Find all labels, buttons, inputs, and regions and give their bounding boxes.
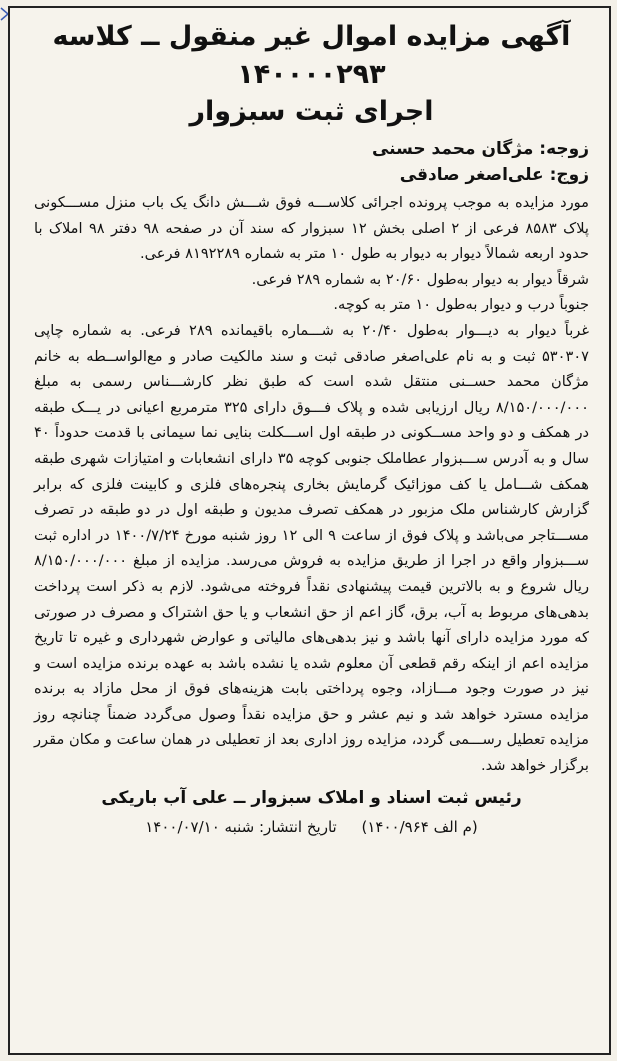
notice-title: آگهی مزایده اموال غیر منقول ــ کلاسه ۱۴۰۰۰۰۲۹۳	[52, 21, 571, 90]
paragraph-south: جنوباً درب و دیوار به‌طول ۱۰ متر به کوچه.	[333, 296, 589, 314]
signature-line: رئیس ثبت اسناد و املاک سبزوار ــ علی آب باریکی	[101, 787, 522, 808]
notice-subtitle: اجرای ثبت سبزوار	[189, 96, 434, 127]
footer-line	[34, 813, 589, 841]
publish-date: تاریخ انتشار: شنبه ۱۴۰۰/۰۷/۱۰	[145, 817, 337, 836]
wife-name: زوجه: مژگان محمد حسنی	[371, 139, 589, 159]
ref-code: (م الف ۱۴۰۰/۹۶۴)	[361, 817, 478, 836]
notice-frame	[8, 6, 611, 1055]
notice-body	[34, 190, 589, 779]
paragraph-east: شرقاً دیوار به دیوار به‌طول ۲۰/۶۰ به شماره ۲۸۹ فرعی.	[251, 270, 589, 288]
paragraph-property: مورد مزایده به موجب پرونده اجرائی کلاســـه فوق شـــش دانگ یک باب منزل مســـکونی پلاک ۸۵۸۳ فرعی از ۲ اصلی بخش ۱۲ سبزوار که سند آن در صفحه ۹۸ دفتر ۹۸ املاک با حدود اربعه شمالاً دیوار به دیوار به طول ۱۰ متر به شماره ۸۱۹۲۲۸۹ فرعی.	[34, 194, 589, 263]
notice-content	[34, 18, 589, 1043]
paragraph-west-details: غرباً دیوار به دیـــوار به‌طول ۲۰/۴۰ به شـــماره باقیمانده ۲۸۹ فرعی. به شماره چاپی ۵۳۰۳۰۷ ثبت و به نام علی‌اصغر صادقی ثبت و سند مالکیت صادر و مع‌الواســطه به خانم مژگان محمد حســنی منتقل شده است که طبق نظر کارشـــناس رسمی به مبلغ ۸/۱۵۰/۰۰۰/۰۰۰ ریال ارزیابی شده و پلاک فـــوق دارای ۳۲۵ مترمربع اعیانی در یـــک طبقه در همکف و دو واحد مســکونی در طبقه اول اســـکلت بنایی نما سیمانی با قدمت حدوداً ۴۰ سال و به آدرس ســـبزوار عطاملک جنوبی کوچه ۳۵ دارای انشعابات و امتیازات شهری طبقه همکف شـــامل یا کف موزائیک گرمایش بخاری پنجره‌های فلزی و کابینت فلزی که برابر گزارش کارشناس ملک مزبور در همکف تصرف مدیون و طبقه اول در دو طبقه در تصرف مســـتاجر می‌باشد و پلاک فوق از ساعت ۹ الی ۱۲ روز شنبه مورخ ۱۴۰۰/۷/۲۴ در اداره ثبت ســـبزوار واقع در اجرا از طریق مزایده به فروش می‌رسد. مزایده از مبلغ ۸/۱۵۰/۰۰۰/۰۰۰ ریال شروع و به بالاترین قیمت پیشنهادی نقداً فروخته می‌شود. لازم به ذکر است پرداخت بدهی‌های مربوط به آب، برق، گاز اعم از حق انشعاب و یا حق اشتراک و مصرف در صورتی که مورد مزایده دارای آنها باشد و نیز بدهی‌های مالیاتی و عوارض شهرداری و غیره تا تاریخ مزایده اعم از اینکه رقم قطعی آن معلوم شده یا نشده باشد به عهده برنده مزایده است و نیز در صورت وجود مـــازاد، وجوه پرداختی بابت هزینه‌های فوق از محل مازاد به برنده مزایده مسترد خواهد شد و نیم عشر و حق مزایده نقداً وصول می‌گردد ضمناً چنانچه روز مزایده تعطیل رســـمی گردد، مزایده روز اداری بعد از تعطیلی در همان ساعت و مکان مقرر برگزار خواهد شد.	[34, 321, 589, 775]
husband-name: زوج: علی‌اصغر صادقی	[399, 165, 589, 185]
